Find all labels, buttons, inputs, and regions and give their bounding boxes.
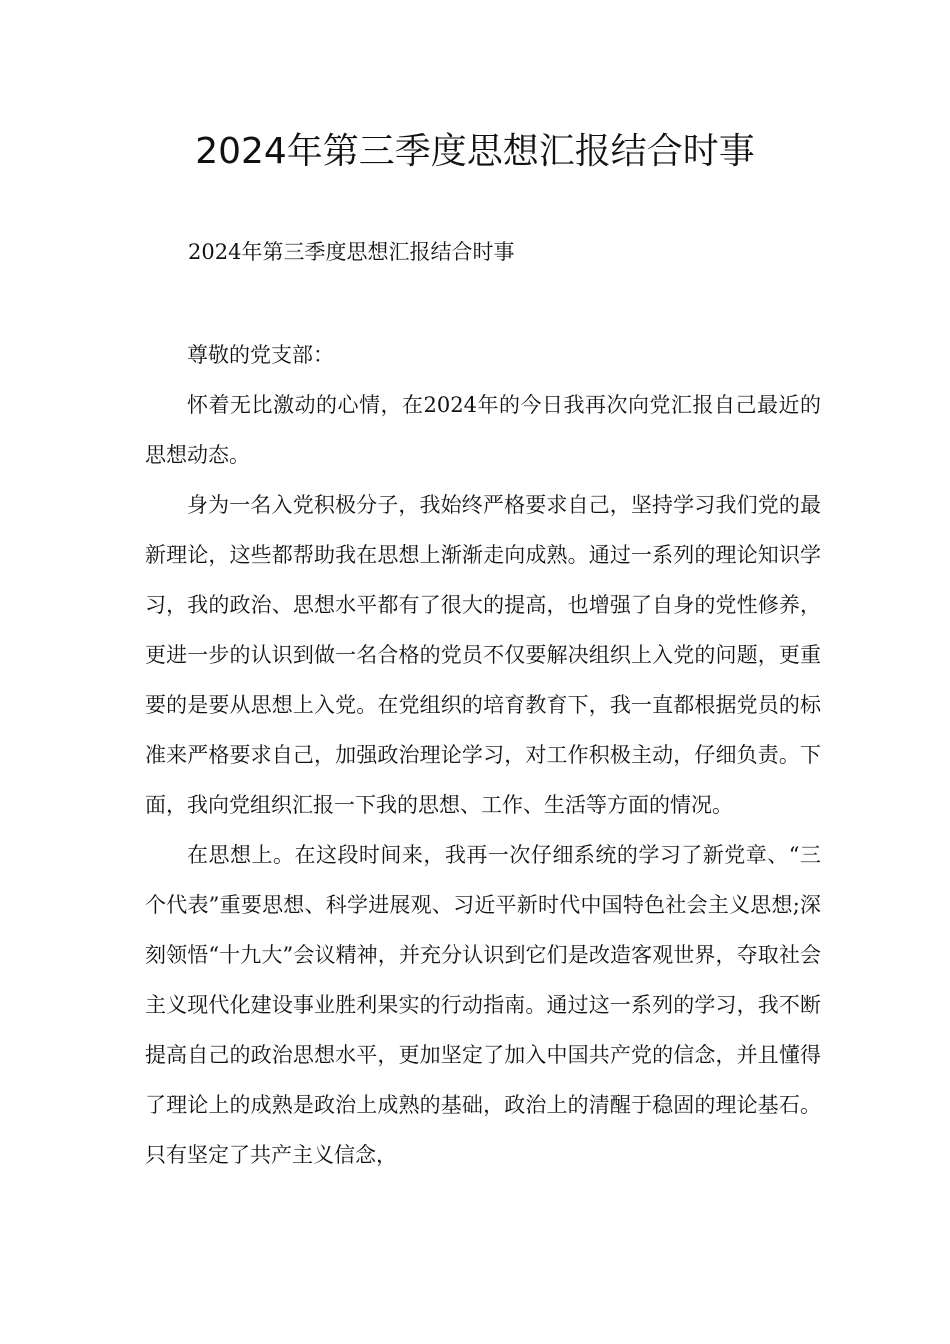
body-paragraph: 在思想上。在这段时间来，我再一次仔细系统的学习了新党章、“三个代表”重要思想、科学进展观、习近平新时代中国特色社会主义思想;深刻领悟“十九大”会议精神，并充分认识到它们是改造客观世界，夺取社会主义现代化建设事业胜利果实的行动指南。通过这一系列的学习，我不断提高自己的政治思想水平，更加坚定了加入中国共产党的信念，并且懂得了理论上的成熟是政治上成熟的基础，政治上的清醒于稳固的理论基石。只有坚定了共产主义信念， (145, 843, 821, 1167)
salutation: 尊敬的党支部： (187, 343, 334, 367)
document-title: 2024年第三季度思想汇报结合时事 (195, 131, 755, 172)
body-paragraph: 身为一名入党积极分子，我始终严格要求自己，坚持学习我们党的最新理论，这些都帮助我在思想上渐渐走向成熟。通过一系列的理论知识学习，我的政治、思想水平都有了很大的提高，也增强了自身的党性修养，更进一步的认识到做一名合格的党员不仅要解决组织上入党的问题，更重要的是要从思想上入党。在党组织的培育教育下，我一直都根据党员的标准来严格要求自己，加强政治理论学习，对工作积极主动，仔细负责。下面，我向党组织汇报一下我的思想、工作、生活等方面的情况。 (145, 493, 821, 817)
body-paragraph: 怀着无比激动的心情，在2024年的今日我再次向党汇报自己最近的思想动态。 (145, 393, 821, 467)
document-subtitle: 2024年第三季度思想汇报结合时事 (188, 240, 515, 264)
document-body (145, 330, 821, 1180)
